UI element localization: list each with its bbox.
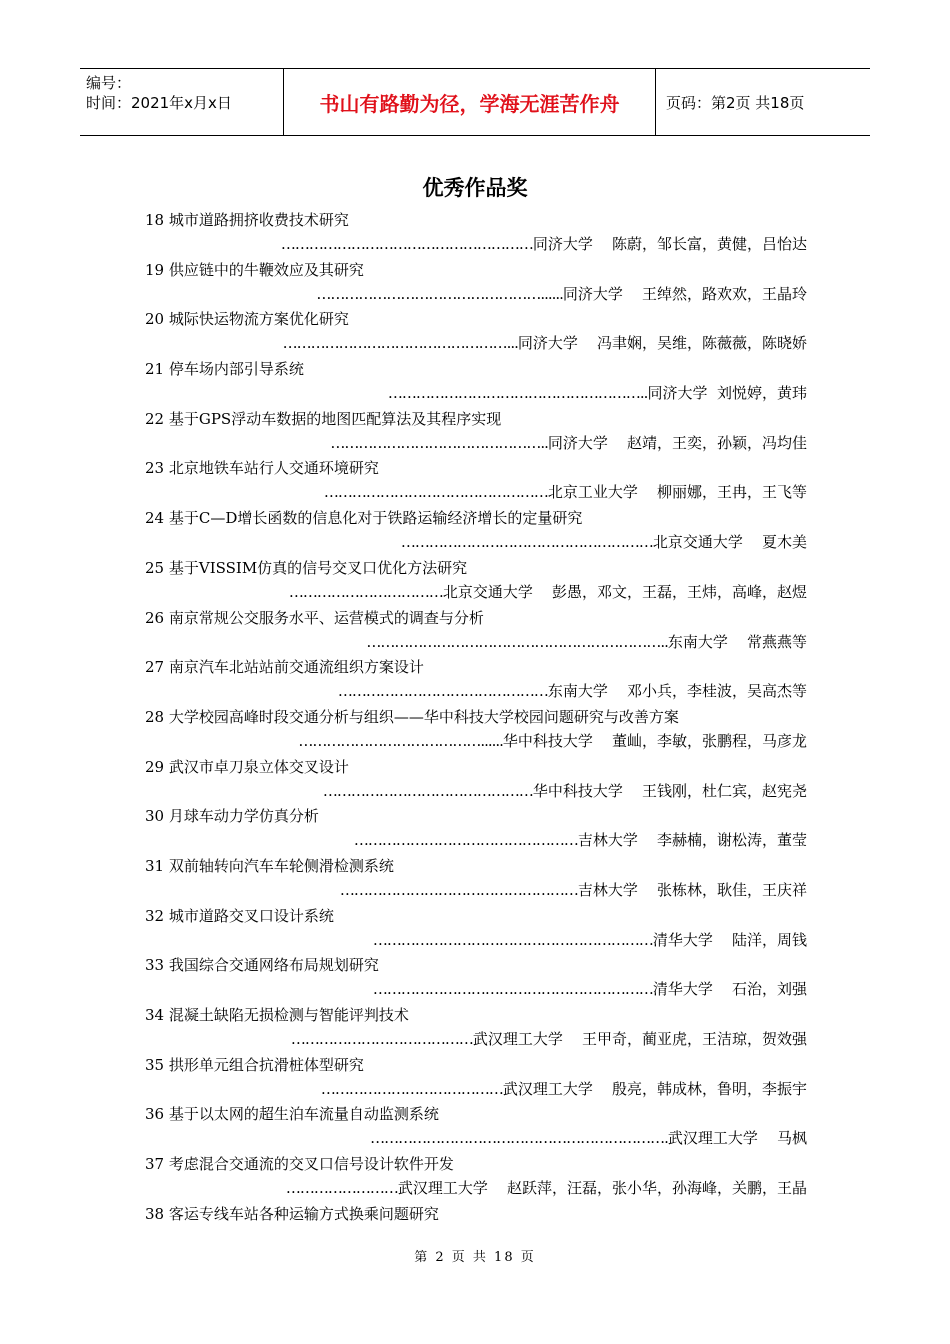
leader-dots: …………………………………………... xyxy=(282,334,518,353)
leader-dots: ……………………………………………… xyxy=(400,533,653,552)
entry-authors: 吉林大学 李赫楠，谢松涛，董莹 xyxy=(577,831,807,850)
entry-title: 33 我国综合交通网络布局规划研究 xyxy=(145,956,379,975)
entry-title: 29 武汉市卓刀泉立体交叉设计 xyxy=(145,757,349,776)
entry-title: 20 城际快运物流方案优化研究 xyxy=(145,310,349,329)
entry-title: 38 客运专线车站各种运输方式换乘问题研究 xyxy=(145,1204,439,1223)
leader-dots: ………………………………… xyxy=(290,1030,473,1048)
entry-title: 31 双前轴转向汽车车轮侧滑检测系统 xyxy=(145,856,394,875)
leader-dots: ……………………………………………….. xyxy=(387,384,648,403)
entry-authors: 同济大学 陈蔚，邹长富，黄健，吕怡达 xyxy=(532,235,807,253)
entry-detail xyxy=(145,779,807,803)
entry-detail xyxy=(145,878,807,902)
header-info xyxy=(80,69,283,135)
entry-detail xyxy=(145,729,807,753)
leader-dots: ………………………………………… xyxy=(353,831,578,850)
leader-dots: ……………………………………….. xyxy=(330,433,548,452)
entry-title: 32 城市道路交叉口设计系统 xyxy=(145,906,334,925)
entry-authors: 武汉理工大学 马枫 xyxy=(667,1129,807,1148)
list-item xyxy=(145,357,807,407)
list-item xyxy=(145,307,807,357)
list-item xyxy=(145,606,807,656)
leader-dots: …………………………………………………… xyxy=(372,980,653,999)
entry-title: 18 城市道路拥挤收费技术研究 xyxy=(145,211,349,229)
entry-detail xyxy=(145,928,807,952)
entry-authors: 东南大学 邓小兵，李桂波，吴高杰等 xyxy=(547,682,807,701)
entry-detail xyxy=(145,381,807,405)
entry-authors: 武汉理工大学 王甲奇，蔺亚虎，王洁琼，贺效强 xyxy=(472,1030,807,1048)
entry-title: 28 大学校园高峰时段交通分析与组织——华中科技大学校园问题研究与改善方案 xyxy=(145,707,679,726)
entry-title: 23 北京地铁车站行人交通环境研究 xyxy=(145,459,379,478)
entry-authors: 北京交通大学 夏木美 xyxy=(652,533,807,552)
leader-dots: ………………………………………………………. xyxy=(370,1129,668,1148)
entry-authors: 华中科技大学 董屾，李敏，张鹏程，马彦龙 xyxy=(502,731,807,750)
entry-detail xyxy=(145,282,807,306)
leader-dots: …………………… xyxy=(285,1179,398,1198)
entry-authors: 北京工业大学 柳丽娜，王冉，王飞等 xyxy=(547,483,807,502)
header-motto: 书山有路勤为径，学海无涯苦作舟 xyxy=(283,69,656,135)
entry-detail xyxy=(145,232,807,256)
entry-detail xyxy=(145,480,807,504)
entry-authors: 同济大学 冯聿娴，吴维，陈薇薇，陈晓娇 xyxy=(517,334,807,353)
entry-detail xyxy=(145,1126,807,1150)
list-item xyxy=(145,1202,807,1252)
leader-dots: ………………………………………… xyxy=(323,483,548,502)
leader-dots: ………………………………… xyxy=(320,1079,503,1098)
leader-dots: …………………………………………………… xyxy=(372,930,653,949)
entry-authors: 吉林大学 张栋林，耿佳，王庆祥 xyxy=(577,880,807,899)
header-page-label: 页码：第2页 共18页 xyxy=(666,93,805,112)
entry-title: 21 停车场内部引导系统 xyxy=(145,360,304,379)
list-item xyxy=(145,258,807,308)
list-item xyxy=(145,456,807,506)
entry-authors: 华中科技大学 王钱刚，杜仁宾，赵宪尧 xyxy=(532,781,807,800)
time-label: 时间：2021年x月x日 xyxy=(86,94,232,112)
entry-detail xyxy=(145,331,807,355)
entry-authors: 同济大学 刘悦婷，黄玮 xyxy=(647,384,807,403)
list-item xyxy=(145,755,807,805)
list-item xyxy=(145,407,807,457)
entry-title: 26 南京常规公交服务水平、运营模式的调查与分析 xyxy=(145,608,484,627)
list-item xyxy=(145,506,807,556)
leader-dots: …………………………………...... xyxy=(298,731,503,750)
entry-authors: 东南大学 常燕燕等 xyxy=(667,632,807,651)
leader-dots: ……………………………………………………….. xyxy=(366,632,668,651)
list-item xyxy=(145,208,807,258)
list-item xyxy=(145,854,807,904)
leader-dots: ……………………………………………… xyxy=(280,235,533,253)
entry-title: 25 基于VISSIM仿真的信号交叉口优化方法研究 xyxy=(145,558,468,577)
list-item xyxy=(145,556,807,606)
entry-detail xyxy=(145,977,807,1001)
list-item xyxy=(145,1003,807,1053)
entry-detail xyxy=(145,828,807,852)
leader-dots: …………………………… xyxy=(288,582,443,601)
entry-detail xyxy=(145,431,807,455)
entry-title: 30 月球车动力学仿真分析 xyxy=(145,807,319,826)
list-item xyxy=(145,1152,807,1202)
entry-authors: 清华大学 石治，刘强 xyxy=(652,980,807,999)
entry-authors: 武汉理工大学 赵跃萍，汪磊，张小华，孙海峰，关鹏，王晶 xyxy=(397,1179,807,1198)
entry-title: 22 基于GPS浮动车数据的地图匹配算法及其程序实现 xyxy=(145,409,502,428)
entry-detail xyxy=(145,580,807,604)
entry-title: 34 混凝土缺陷无损检测与智能评判技术 xyxy=(145,1006,409,1024)
list-item xyxy=(145,655,807,705)
entry-title: 19 供应链中的牛鞭效应及其研究 xyxy=(145,260,364,279)
leader-dots: ……………………………………… xyxy=(322,781,533,800)
list-item xyxy=(145,705,807,755)
number-label: 编号： xyxy=(86,74,132,92)
list-item xyxy=(145,804,807,854)
page-header xyxy=(80,68,870,136)
leader-dots: ……………………………………… xyxy=(337,682,548,701)
entry-detail xyxy=(145,1176,807,1200)
list-item xyxy=(145,904,807,954)
entry-detail xyxy=(145,679,807,703)
entry-title: 37 考虑混合交通流的交叉口信号设计软件开发 xyxy=(145,1155,454,1174)
entry-detail xyxy=(145,1027,807,1051)
leader-dots: …………………………………………...... xyxy=(316,284,563,303)
entry-title: 27 南京汽车北站站前交通流组织方案设计 xyxy=(145,658,424,677)
leader-dots: …………………………………………… xyxy=(339,880,578,899)
entry-title: 35 拱形单元组合抗滑桩体型研究 xyxy=(145,1055,364,1074)
list-item xyxy=(145,1053,807,1103)
page-footer: 第 2 页 共 18 页 xyxy=(414,1250,536,1265)
list-item xyxy=(145,1102,807,1152)
entry-authors: 同济大学 赵靖，王奕，孙颖，冯均佳 xyxy=(547,433,807,452)
entry-detail xyxy=(145,530,807,554)
list-item xyxy=(145,953,807,1003)
entry-title: 24 基于C—D增长函数的信息化对于铁路运输经济增长的定量研究 xyxy=(145,509,583,528)
section-title: 优秀作品奖 xyxy=(422,176,528,200)
award-list xyxy=(145,208,807,1251)
entry-authors: 清华大学 陆洋，周钱 xyxy=(652,930,807,949)
entry-title: 36 基于以太网的超生泊车流量自动监测系统 xyxy=(145,1105,439,1124)
entry-authors: 北京交通大学 彭愚，邓文，王磊，王炜，高峰，赵煜 xyxy=(442,582,807,601)
entry-authors: 武汉理工大学 殷亮，韩成林，鲁明，李振宇 xyxy=(502,1079,807,1098)
entry-detail xyxy=(145,630,807,654)
entry-authors: 同济大学 王绰然，路欢欢，王晶玲 xyxy=(562,284,807,303)
entry-detail xyxy=(145,1077,807,1101)
